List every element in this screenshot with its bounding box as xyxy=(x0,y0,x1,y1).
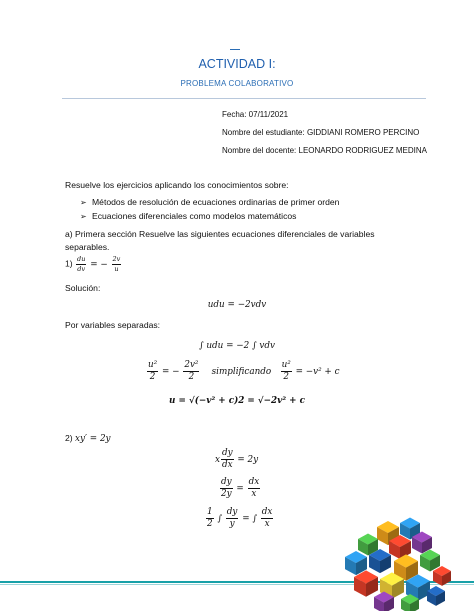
page-subtitle: PROBLEMA COLABORATIVO xyxy=(180,79,294,88)
date-line: Fecha: 07/11/2021 xyxy=(222,110,289,119)
header-dash xyxy=(230,49,240,50)
section-a-line1: a) Primera sección Resuelve las siguientes ecuaciones diferenciales de variables xyxy=(65,229,375,239)
solution-label: Solución: xyxy=(65,283,101,293)
problem-1-label: 1) xyxy=(65,258,73,269)
equation-6: $\frac{dy}{2y}$ = $\frac{dx}{x}$ xyxy=(221,477,260,499)
problem-2: 2) xy′ = 2y xyxy=(65,433,111,444)
header-divider xyxy=(62,98,426,99)
equation-2: ∫ udu = −2 ∫ vdv xyxy=(198,341,276,351)
arrow-bullet-icon: ➢ xyxy=(80,212,87,221)
bullet-item xyxy=(80,211,296,221)
separated-label: Por variables separadas: xyxy=(65,320,161,330)
equation-7: $\frac{1}{2}$ ∫ $\frac{dy}{y}$ = ∫ $\frac{dx}{x}$ xyxy=(207,507,273,529)
equation-5: x $\frac{dy}{dx}$ = 2y xyxy=(215,448,259,470)
cubes-logo-icon xyxy=(318,505,458,611)
bullet-text: Métodos de resolución de ecuaciones ordinarias de primer orden xyxy=(92,197,340,207)
page-title: ACTIVIDAD I: xyxy=(198,57,276,71)
equation-3: $\frac{\text{u²}}{2}$ = − $\frac{\text{2v²}}{2}$ simplificando $\frac{\text{u²}}{2}$ = −v² + c xyxy=(148,360,340,382)
fraction-du-dv: $\frac{du}{dv}$ xyxy=(77,255,86,273)
teacher-line: Nombre del docente: LEONARDO RODRIGUEZ MEDINA xyxy=(222,146,427,155)
section-a-line2: separables. xyxy=(65,242,110,252)
arrow-bullet-icon: ➢ xyxy=(80,198,87,207)
fraction-2v-u: $\frac{2v}{u}$ xyxy=(112,255,121,273)
equation-4: u = √(−v² + c)2 = √−2v² + c xyxy=(169,396,305,406)
bullet-item xyxy=(80,197,339,207)
intro-text: Resuelve los ejercicios aplicando los conocimientos sobre: xyxy=(65,180,289,190)
student-line: Nombre del estudiante: GIDDIANI ROMERO PERCINO xyxy=(222,128,420,137)
bullet-text: Ecuaciones diferenciales como modelos matemáticos xyxy=(92,211,297,221)
problem-2-label: 2) xyxy=(65,433,73,443)
problem-1: 1) $\frac{du}{dv}$ = − $\frac{2v}{u}$ xyxy=(65,255,121,273)
equation-1: udu = −2vdv xyxy=(207,300,267,310)
